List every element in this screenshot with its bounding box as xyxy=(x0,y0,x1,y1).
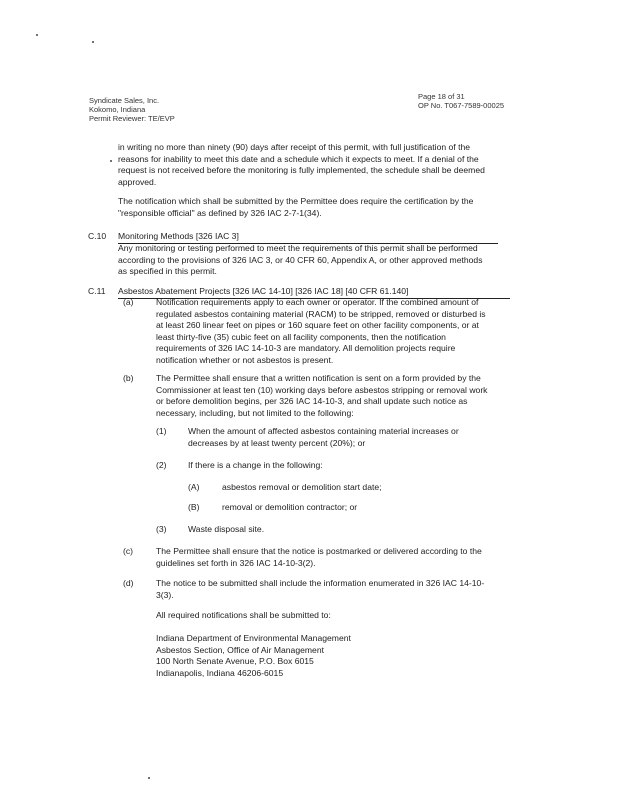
subitem-text-1 xyxy=(188,426,459,449)
text-line: guidelines set forth in 326 IAC 14-10-3(2). xyxy=(156,557,316,568)
submission-instruction: All required notifications shall be submitted to: xyxy=(156,610,331,620)
address-line: Indiana Department of Environmental Management xyxy=(156,633,351,643)
text-line: or before demolition begins, per 326 IAC 14-10-3, and shall update such notice as xyxy=(156,396,468,407)
text-line: When the amount of affected asbestos containing material increases or xyxy=(188,426,459,436)
subitem-label-1: (1) xyxy=(156,426,167,436)
subitem-label-2: (2) xyxy=(156,460,167,470)
section-body-c10 xyxy=(118,243,483,278)
item-text-b xyxy=(156,373,487,419)
text-line: The notification which shall be submitted by the Permittee does require the certification by the xyxy=(118,196,474,206)
item-label-b: (b) xyxy=(123,373,134,383)
text-line: in writing no more than ninety (90) days after receipt of this permit, with full justification of the xyxy=(118,142,471,152)
text-line: 3(3). xyxy=(156,589,174,600)
subitem-text-B: removal or demolition contractor; or xyxy=(222,502,358,512)
subitem-label-B: (B) xyxy=(188,502,200,512)
scan-speck xyxy=(110,160,112,162)
text-line: least thirty-five (35) cubic feet on all facility components, then the notification xyxy=(156,331,446,342)
section-number-c10: C.10 xyxy=(88,231,107,241)
text-line: Any monitoring or testing performed to meet the requirements of this permit shall be performed xyxy=(118,243,478,253)
item-label-a: (a) xyxy=(123,297,134,307)
scan-speck xyxy=(148,777,150,779)
text-line: reasons for inability to meet this date and a schedule which it expects to meet. If a denial of the xyxy=(118,153,479,164)
text-line: The Permittee shall ensure that a written notification is sent on a form provided by the xyxy=(156,373,481,383)
header-reviewer: Permit Reviewer: TE/EVP xyxy=(89,114,175,123)
header-page-number: Page 18 of 31 xyxy=(418,92,465,101)
text-line: at least 260 linear feet on pipes or 160 square feet on other facility components, or at xyxy=(156,320,479,331)
address-line: Indianapolis, Indiana 46206-6015 xyxy=(156,667,284,678)
header-location: Kokomo, Indiana xyxy=(89,105,146,114)
text-line: necessary, including, but not limited to the following: xyxy=(156,407,354,418)
item-label-c: (c) xyxy=(123,546,134,556)
section-number-c11: C.11 xyxy=(88,286,106,296)
text-line: request is not received before the monitoring is fully implemented, the schedule shall be deemed xyxy=(118,165,485,176)
intro-paragraph-1 xyxy=(118,142,485,188)
text-line: decreases by at least twenty percent (20%); or xyxy=(188,437,366,448)
item-text-c xyxy=(156,546,482,569)
text-line: "responsible official" as defined by 326 IAC 2-7-1(34). xyxy=(118,207,322,218)
text-line: Commissioner at least ten (10) working days before asbestos stripping or removal work xyxy=(156,384,488,395)
scan-speck xyxy=(36,34,38,36)
address-line: 100 North Senate Avenue, P.O. Box 6015 xyxy=(156,656,314,667)
text-line: according to the provisions of 326 IAC 3, or 40 CFR 60, Appendix A, or other approved methods xyxy=(118,254,483,265)
intro-paragraph-2 xyxy=(118,196,473,219)
header-company: Syndicate Sales, Inc. xyxy=(89,96,160,105)
section-title-c11: Asbestos Abatement Projects [326 IAC 14-10] [326 IAC 18] [40 CFR 61.140] xyxy=(118,286,510,299)
text-line: The notice to be submitted shall include the information enumerated in 326 IAC 14-10- xyxy=(156,578,485,588)
address-line: Asbestos Section, Office of Air Management xyxy=(156,644,324,655)
text-line: requirements of 326 IAC 14-10-3 are mandatory. All demolition projects require xyxy=(156,343,456,354)
text-line: as specified in this permit. xyxy=(118,266,217,277)
header-op-number: OP No. T067-7589-00025 xyxy=(418,101,505,110)
mailing-address xyxy=(156,633,351,679)
subitem-text-3: Waste disposal site. xyxy=(188,524,265,534)
text-line: approved. xyxy=(118,176,157,187)
item-text-a xyxy=(156,297,486,367)
item-label-d: (d) xyxy=(123,578,134,588)
scan-speck xyxy=(92,41,94,43)
item-text-d xyxy=(156,578,484,601)
section-title-c10: Monitoring Methods [326 IAC 3] xyxy=(118,231,498,244)
subitem-text-A: asbestos removal or demolition start date; xyxy=(222,482,382,492)
text-line: notification whether or not asbestos is present. xyxy=(156,354,334,365)
subitem-label-A: (A) xyxy=(188,482,200,492)
text-line: The Permittee shall ensure that the notice is postmarked or delivered according to the xyxy=(156,546,482,556)
subitem-label-3: (3) xyxy=(156,524,167,534)
text-line: Notification requirements apply to each owner or operator. If the combined amount of xyxy=(156,297,479,307)
text-line: regulated asbestos containing material (RACM) to be stripped, removed or disturbed is xyxy=(156,308,486,319)
subitem-text-2: If there is a change in the following: xyxy=(188,460,323,470)
